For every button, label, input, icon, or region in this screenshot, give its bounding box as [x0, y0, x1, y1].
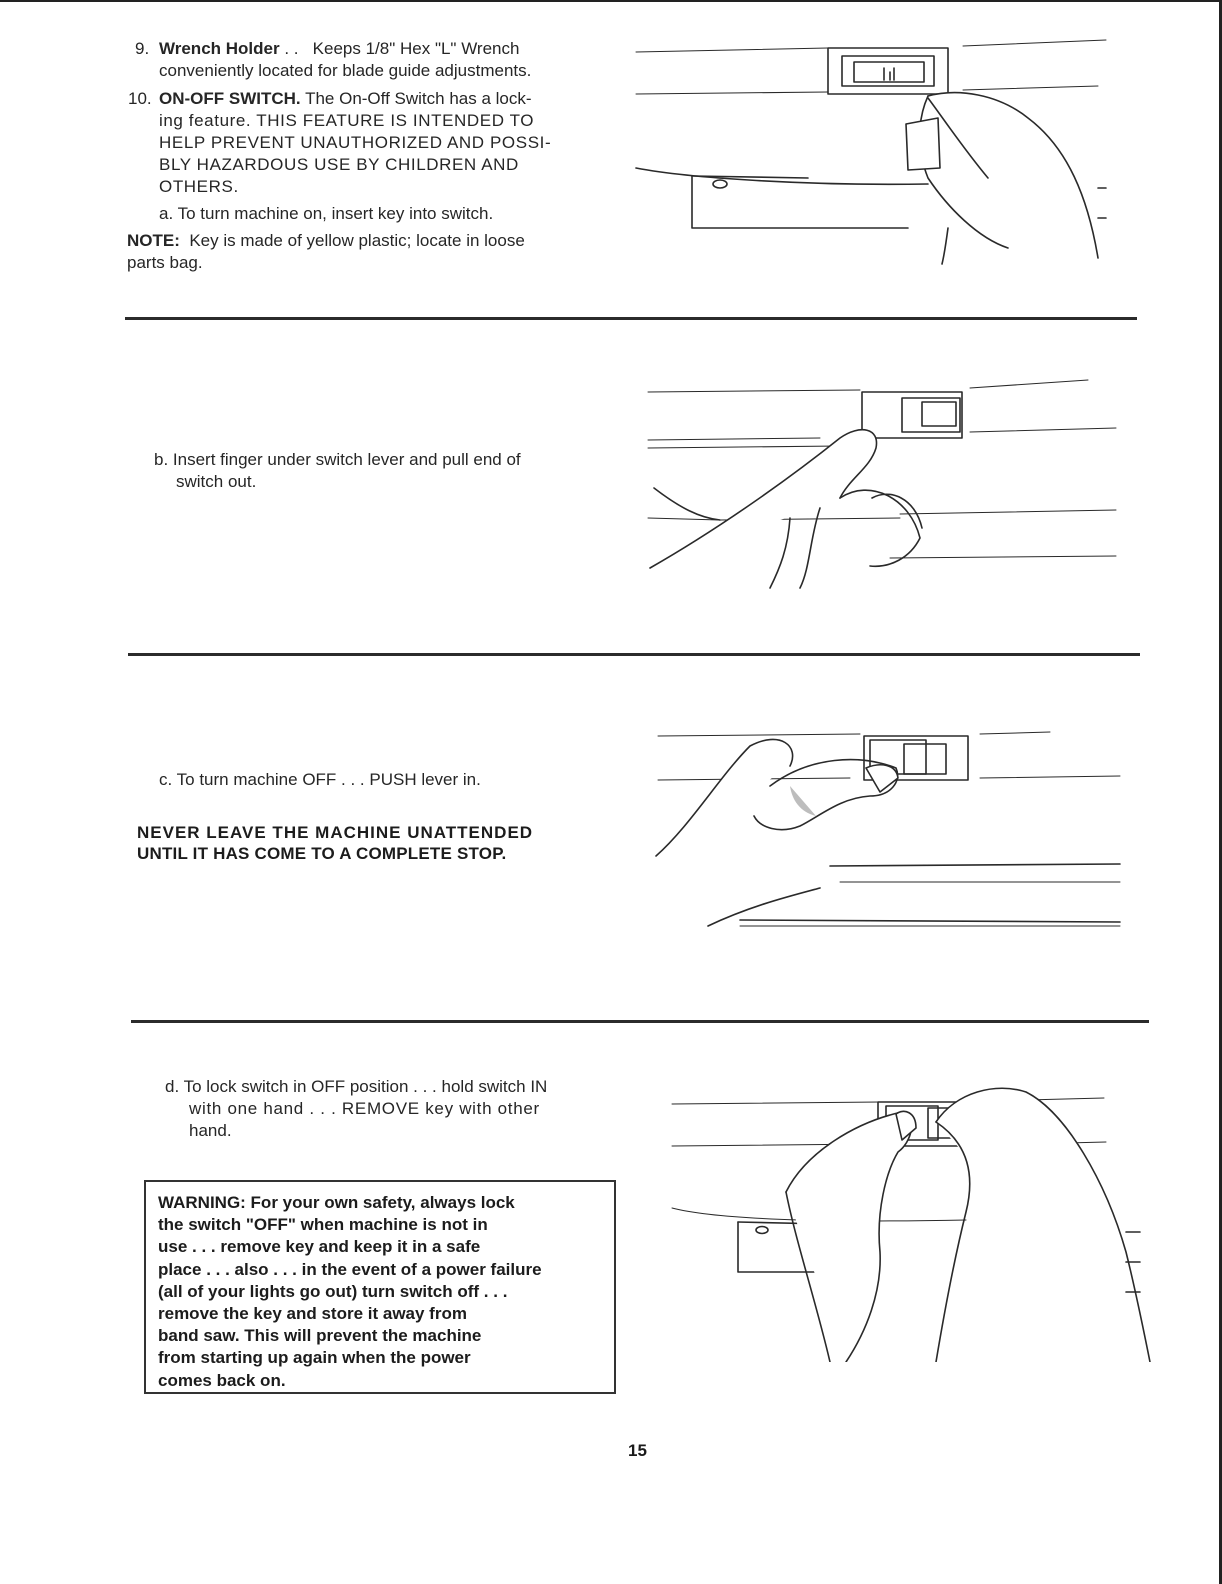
item-number: 10.: [128, 89, 152, 108]
item-text: Keeps 1/8" Hex "L" Wrench: [312, 39, 520, 58]
key-insert-illustration: [628, 28, 1128, 268]
item-text: ing feature. THIS FEATURE IS INTENDED TO: [159, 111, 535, 130]
section-divider: [125, 317, 1137, 320]
warning-line: the switch "OFF" when machine is not in: [158, 1215, 488, 1235]
step-text: b. Insert finger under switch lever and pull end of: [154, 450, 521, 469]
item-10-on-off-switch: [128, 88, 608, 198]
item-text: HELP PREVENT UNAUTHORIZED AND POSSI-: [159, 133, 552, 152]
note-text: parts bag.: [127, 253, 203, 272]
step-c: c. To turn machine OFF . . . PUSH lever in.: [159, 770, 481, 789]
step-text: with one hand . . . REMOVE key with other: [189, 1099, 540, 1118]
warning-line: comes back on.: [158, 1370, 286, 1390]
note: [127, 230, 607, 274]
push-lever-illustration: [650, 716, 1130, 946]
item-text: The On-Off Switch has a lock-: [305, 89, 532, 108]
section-divider: [128, 653, 1140, 656]
warning-line: remove the key and store it away from: [158, 1304, 467, 1324]
warning-line: band saw. This will prevent the machine: [158, 1326, 482, 1346]
step-text: d. To lock switch in OFF position . . . hold switch IN: [165, 1077, 548, 1096]
page-number: 15: [628, 1441, 647, 1460]
warning-line: use . . . remove key and keep it in a safe: [158, 1237, 481, 1257]
safety-warning-box: [144, 1180, 616, 1394]
item-dots: . .: [279, 39, 299, 58]
warning-text: NEVER LEAVE THE MACHINE UNATTENDED: [137, 823, 534, 842]
warning-line: WARNING: For your own safety, always lock: [158, 1193, 515, 1212]
item-text: OTHERS.: [159, 177, 239, 196]
step-text: hand.: [189, 1121, 232, 1140]
never-leave-warning: [137, 822, 617, 864]
step-d: [165, 1076, 625, 1142]
note-label: NOTE:: [127, 231, 180, 250]
step-b: [154, 449, 614, 493]
item-text: BLY HAZARDOUS USE BY CHILDREN AND: [159, 155, 519, 174]
page-top-border: [0, 0, 1222, 2]
note-text: Key is made of yellow plastic; locate in loose: [189, 231, 525, 250]
step-a: a. To turn machine on, insert key into switch.: [159, 204, 494, 223]
warning-text: UNTIL IT HAS COME TO A COMPLETE STOP.: [137, 844, 507, 863]
item-text: conveniently located for blade guide adjustments.: [159, 61, 532, 80]
item-label: Wrench Holder: [159, 39, 280, 58]
warning-line: (all of your lights go out) turn switch off . . .: [158, 1281, 508, 1301]
warning-line: place . . . also . . . in the event of a power failure: [158, 1259, 542, 1279]
step-text: switch out.: [176, 472, 257, 491]
remove-key-illustration: [666, 1072, 1156, 1362]
item-label: ON-OFF SWITCH.: [159, 89, 301, 108]
section-divider: [131, 1020, 1149, 1023]
item-number: 9.: [135, 39, 150, 58]
pull-switch-illustration: [640, 368, 1130, 598]
item-9-wrench-holder: [135, 38, 605, 82]
warning-line: from starting up again when the power: [158, 1348, 471, 1368]
